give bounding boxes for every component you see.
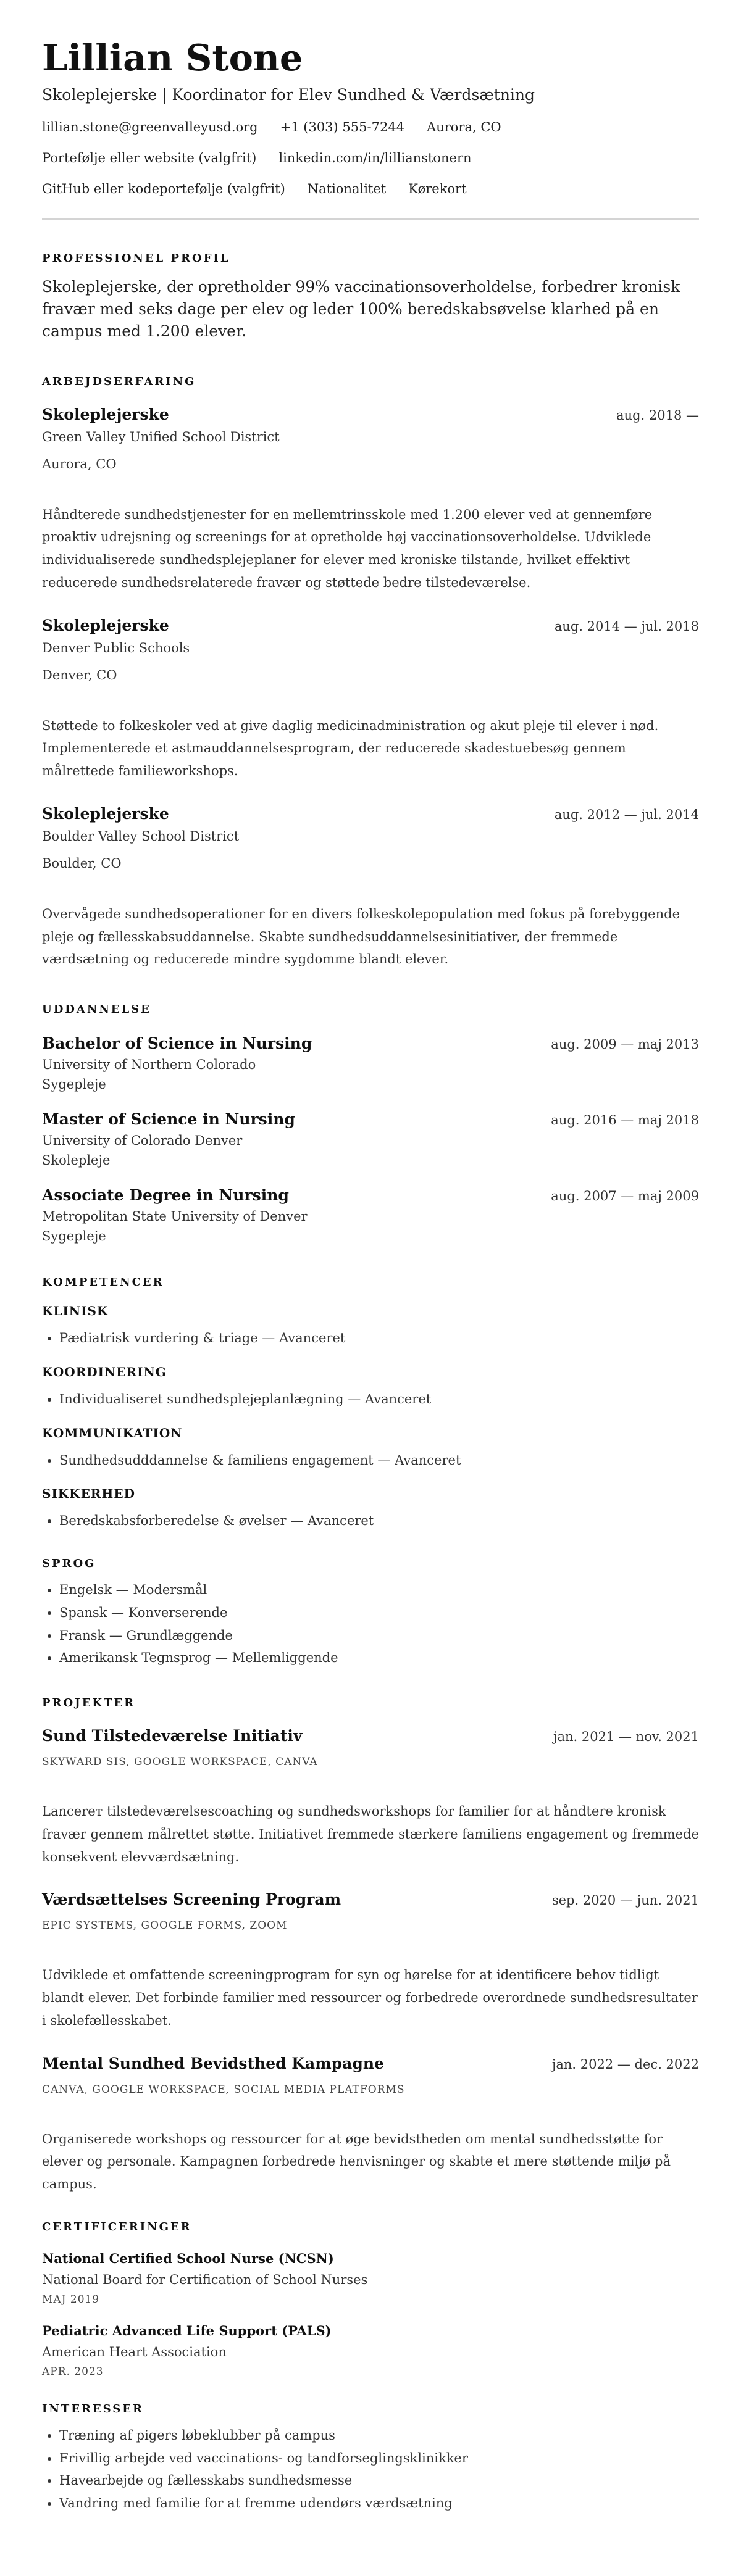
header-divider — [42, 218, 699, 220]
skills-section — [42, 1276, 699, 1532]
contact-row — [42, 181, 699, 196]
degree-dates: aug. 2007 — maj 2009 — [551, 1189, 699, 1204]
experience-item — [42, 405, 699, 594]
section-title: PROFESSIONEL PROFIL — [42, 251, 230, 265]
degree-title: Master of Science in Nursing — [42, 1110, 295, 1129]
school-name: University of Northern Colorado — [42, 1057, 256, 1073]
certification-issuer: American Heart Association — [42, 2344, 227, 2359]
project-tech: EPIC SYSTEMS, GOOGLE FORMS, ZOOM — [42, 1919, 288, 1932]
job-dates: aug. 2018 — — [616, 407, 699, 423]
certification-name: Pediatric Advanced Life Support (PALS) — [42, 2322, 332, 2338]
contact-row — [42, 151, 699, 165]
certification-date: MAJ 2019 — [42, 2293, 100, 2306]
field-of-study: Sygepleje — [42, 1077, 106, 1092]
project-dates: sep. 2020 — jun. 2021 — [551, 1893, 699, 1908]
location-text: Aurora, CO — [427, 119, 501, 135]
job-dates: aug. 2014 — jul. 2018 — [554, 618, 699, 634]
email-link[interactable]: lillian.stone@greenvalleyusd.org — [42, 119, 258, 135]
experience-item — [42, 617, 699, 783]
nationality-text: Nationalitet — [307, 181, 387, 196]
section-title: CERTIFICERINGER — [42, 2220, 192, 2233]
certification-issuer: National Board for Certification of School Nurses — [42, 2272, 368, 2287]
language-item: • Fransk — Grundlæggende — [59, 1624, 699, 1647]
employer: Green Valley Unified School District — [42, 429, 280, 444]
education-item — [42, 1110, 699, 1168]
interests-section — [42, 2403, 699, 2515]
certification-date: APR. 2023 — [42, 2365, 104, 2378]
certification-item — [42, 2323, 699, 2378]
skill-list — [42, 1388, 699, 1411]
degree-title: Associate Degree in Nursing — [42, 1186, 289, 1205]
skill-item: • Sundhedsudddannelse & familiens engagement — Avanceret — [59, 1449, 699, 1472]
field-of-study: Sygepleje — [42, 1229, 106, 1244]
section-title: INTERESSER — [42, 2402, 144, 2416]
language-item: • Spansk — Konverserende — [59, 1602, 699, 1624]
person-name: Lillian Stone — [42, 36, 303, 79]
skill-item: • Pædiatrisk vurdering & triage — Avanceret — [59, 1327, 699, 1350]
github-link[interactable]: GitHub eller kodeportefølje (valgfrit) — [42, 181, 285, 196]
school-name: University of Colorado Denver — [42, 1133, 243, 1149]
project-tech: CANVA, GOOGLE WORKSPACE, SOCIAL MEDIA PLATFORMS — [42, 2083, 405, 2096]
degree-dates: aug. 2016 — maj 2018 — [551, 1113, 699, 1128]
portfolio-link[interactable]: Portefølje eller website (valgfrit) — [42, 150, 257, 165]
degree-title: Bachelor of Science in Nursing — [42, 1034, 312, 1053]
section-title: ARBEJDSERFARING — [42, 375, 196, 388]
skill-list — [42, 1510, 699, 1532]
skill-item: • Beredskabsforberedelse & øvelser — Avanceret — [59, 1510, 699, 1532]
phone-text: +1 (303) 555-7244 — [280, 119, 405, 135]
project-dates: jan. 2021 — nov. 2021 — [553, 1729, 699, 1745]
employer: Denver Public Schools — [42, 640, 190, 655]
project-item — [42, 1727, 699, 1868]
employer: Boulder Valley School District — [42, 828, 240, 844]
certification-item — [42, 2251, 699, 2306]
section-title: PROJEKTER — [42, 1697, 136, 1710]
education-section — [42, 1003, 699, 1244]
school-name: Metropolitan State University of Denver — [42, 1209, 308, 1224]
skill-group-title: KOORDINERING — [42, 1364, 167, 1379]
language-item: • Engelsk — Modersmål — [59, 1579, 699, 1602]
job-title: Skoleplejerske — [42, 616, 169, 634]
project-tech: SKYWARD SIS, GOOGLE WORKSPACE, CANVA — [42, 1756, 318, 1769]
degree-dates: aug. 2009 — maj 2013 — [551, 1037, 699, 1052]
interest-list — [42, 2424, 699, 2515]
section-title: SPROG — [42, 1557, 96, 1571]
profile-summary: Skoleplejerske, der opretholder 99% vaccinationsoverholdelse, forbedrer kronisk fravær med seks dage per elev og leder 100% beredskabsøvelse klarhed på en campus med 1.200 elever. — [42, 277, 680, 341]
field-of-study: Skolepleje — [42, 1153, 111, 1168]
interest-item: • Frivillig arbejde ved vaccinations- og tandforseglingsklinikker — [59, 2447, 699, 2470]
project-name: Værdsættelses Screening Program — [42, 1890, 341, 1909]
interest-item: • Træning af pigers løbeklubber på campus — [59, 2424, 699, 2447]
skill-group-title: KLINISK — [42, 1303, 109, 1319]
job-location: Boulder, CO — [42, 855, 122, 871]
job-title: Skoleplejerske — [42, 405, 169, 423]
job-description: Håndterede sundhedstjenester for en mellemtrinsskole med 1.200 elever ved at gennemføre proaktiv udrejsning og screenings for at opretholde høj vaccinationsoverholdelse. Udviklede individualiserede sundhedsplejeplaner for elever med kroniske tilstande, hvilket effektivt reducerede sundhedsrelaterede fravær og støttede bedre tilstedeværelse. — [42, 507, 653, 590]
project-description: Lancerет tilstedeværelsescoaching og sundhedsworkshops for familier for at håndtere kronisk fravær gennem målrettet støtte. Initiativet fremmede stærkere familiens engagement og fremmede konsekvent elevværdsætning. — [42, 1804, 699, 1864]
certifications-section — [42, 2221, 699, 2378]
profile-section — [42, 252, 699, 343]
section-title: UDDANNELSE — [42, 1003, 151, 1016]
projects-section — [42, 1697, 699, 2196]
resume-header — [42, 38, 699, 196]
interest-item: • Havearbejde og fællesskabs sundhedsmesse — [59, 2469, 699, 2492]
job-description: Støttede to folkeskoler ved at give daglig medicinadministration og akut pleje til elever i nød. Implementerede et astmauddannelsesprogram, der reducerede skadestuebesøg gennem målrettede familieworkshops. — [42, 718, 659, 779]
project-name: Mental Sundhed Bevidsthed Kampagne — [42, 2054, 384, 2072]
interest-item: • Vandring med familie for at fremme udendørs værdsætning — [59, 2492, 699, 2515]
section-title: KOMPETENCER — [42, 1276, 164, 1289]
job-dates: aug. 2012 — jul. 2014 — [554, 807, 699, 822]
skill-item: • Individualiseret sundhedsplejeplanlægning — Avanceret — [59, 1388, 699, 1411]
certification-name: National Certified School Nurse (NCSN) — [42, 2250, 334, 2266]
education-item — [42, 1034, 699, 1092]
skill-list — [42, 1327, 699, 1350]
project-item — [42, 2055, 699, 2196]
headline: Skoleplejerske | Koordinator for Elev Sundhed & Værdsætning — [42, 85, 535, 104]
job-description: Overvågede sundhedsoperationer for en divers folkeskolepopulation med fokus på forebyggende pleje og fællesskabsuddannelse. Skabte sundhedsuddannelsesinitiativer, der fremmede værdsætning og reducerede mindre sygdomme blandt elever. — [42, 906, 680, 967]
linkedin-link[interactable]: linkedin.com/in/lillianstonern — [278, 150, 472, 165]
skill-group-title: SIKKERHED — [42, 1486, 135, 1502]
job-location: Aurora, CO — [42, 456, 117, 472]
project-dates: jan. 2022 — dec. 2022 — [551, 2056, 699, 2072]
project-description: Udviklede et omfattende screeningprogram for syn og hørelse for at identificere behov tidligt blandt elever. Det forbinde familier med ressourcer og forbedrede overordnede sundhedsresultater i skolefællesskabet. — [42, 1967, 698, 2028]
experience-item — [42, 805, 699, 971]
project-name: Sund Tilstedeværelse Initiativ — [42, 1727, 303, 1745]
education-item — [42, 1186, 699, 1244]
skill-group-title: KOMMUNIKATION — [42, 1425, 183, 1440]
contact-row — [42, 120, 699, 135]
language-item: • Amerikansk Tegnsprog — Mellemliggende — [59, 1647, 699, 1669]
license-text: Kørekort — [408, 181, 467, 196]
project-item — [42, 1890, 699, 2032]
language-list — [42, 1579, 699, 1669]
skill-list — [42, 1449, 699, 1472]
project-description: Organiserede workshops og ressourcer for at øge bevidstheden om mental sundhedsstøtte for elever og personale. Kampagnen forbedrede henvisninger og skabte et mere støttende miljø på campus. — [42, 2131, 671, 2192]
languages-section — [42, 1557, 699, 1669]
job-location: Denver, CO — [42, 667, 117, 683]
experience-section — [42, 375, 699, 971]
job-title: Skoleplejerske — [42, 804, 169, 823]
